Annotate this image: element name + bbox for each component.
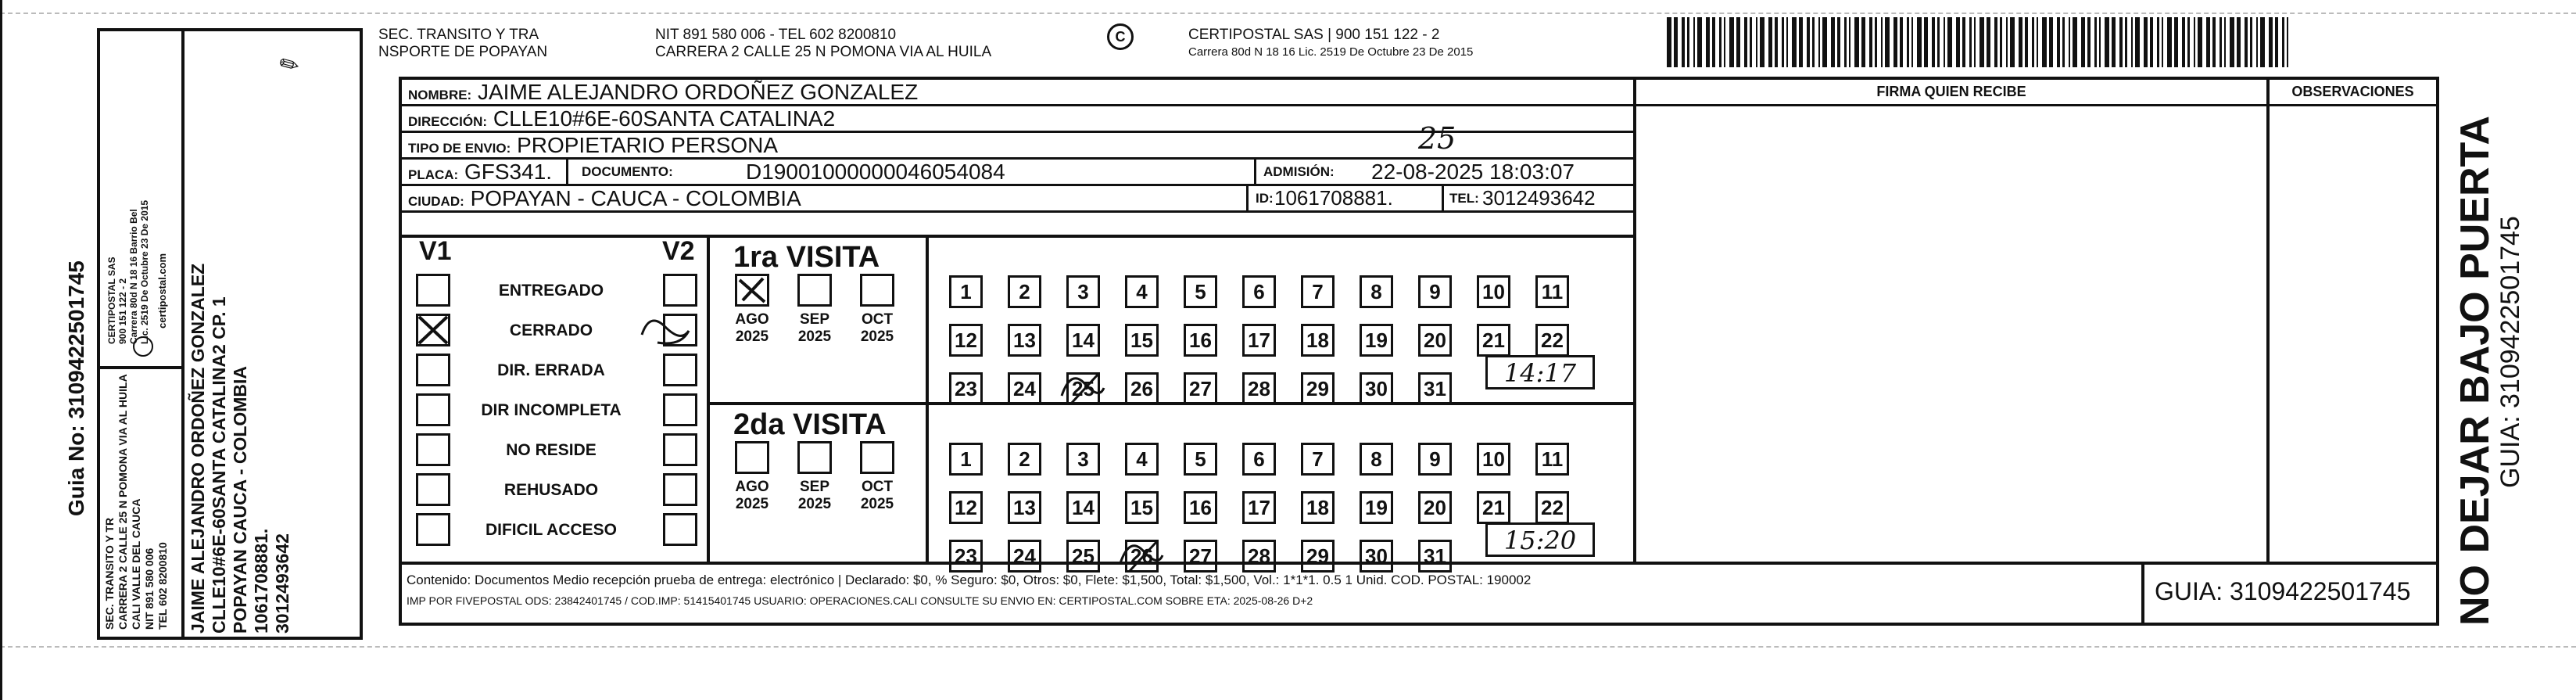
- barcode-bar: [2062, 17, 2065, 67]
- scan-edge: [0, 0, 2, 700]
- barcode-bar: [1962, 17, 1965, 67]
- barcode-bar: [2237, 17, 2241, 67]
- visit1-day[interactable]: 9: [1418, 275, 1452, 308]
- visit1-day[interactable]: 12: [949, 324, 983, 357]
- stub-recipient-line: JAIME ALEJANDRO ORDOÑEZ GONZALEZ: [188, 263, 208, 634]
- visit1-day[interactable]: 10: [1477, 275, 1510, 308]
- fold-line-bottom: [0, 646, 2576, 648]
- status-option-label: CERRADO: [509, 321, 593, 339]
- visit1-day[interactable]: 14: [1066, 324, 1100, 357]
- barcode: [1665, 17, 2295, 72]
- tel-divider: [1442, 186, 1444, 213]
- carrier-logo-icon: C: [1107, 23, 1134, 50]
- visit2-day[interactable]: 10: [1477, 443, 1510, 476]
- visit2-day[interactable]: 17: [1242, 491, 1276, 524]
- barcode-bar: [1807, 17, 1810, 67]
- visit1-title: 1ra VISITA: [733, 241, 880, 274]
- tel-label: TEL:: [1449, 191, 1479, 206]
- row-nombre: [402, 80, 1633, 106]
- visit1-year-label: 2025: [797, 328, 832, 345]
- barcode-bar: [1932, 17, 1935, 67]
- barcode-bar: [2275, 17, 2278, 67]
- footer-imp: IMP POR FIVEPOSTAL ODS: 23842401745 / COD.IMP: 51415401745 USUARIO: OPERACIONES.CALI CONSULTE SU ENVIO EN: CERTIPOSTAL.COM SOBRE ETA: 2025-08-26 D+2: [407, 594, 1313, 607]
- barcode-bar: [1674, 17, 1678, 67]
- visit2-day[interactable]: 28: [1242, 540, 1276, 573]
- documento-label: DOCUMENTO:: [582, 164, 673, 179]
- visit1-day[interactable]: 7: [1301, 275, 1335, 308]
- barcode-bar: [1994, 17, 1997, 67]
- tel-value: 3012493642: [1482, 186, 1596, 210]
- visit2-day[interactable]: 27: [1184, 540, 1217, 573]
- barcode-bar: [2125, 17, 2127, 67]
- visit2-month-checkbox[interactable]: [860, 441, 894, 474]
- barcode-bar: [1987, 17, 1990, 67]
- v2-checkbox[interactable]: [663, 473, 697, 506]
- firma-header: FIRMA QUIEN RECIBE: [1636, 80, 2266, 106]
- barcode-bar: [2220, 17, 2222, 67]
- barcode-bar: [1900, 17, 1903, 67]
- barcode-bar: [2025, 17, 2028, 67]
- visit2-day[interactable]: 12: [949, 491, 983, 524]
- visit2-day[interactable]: 22: [1535, 491, 1569, 524]
- stub-carrier-line: Lic. 2519 De Octubre 23 De 2015: [139, 199, 150, 344]
- visit2-day[interactable]: 19: [1360, 491, 1393, 524]
- admision-value: 22-08-2025 18:03:07: [1371, 160, 1575, 184]
- visit1-day[interactable]: 26: [1125, 372, 1159, 405]
- visit2-day[interactable]: 13: [1008, 491, 1041, 524]
- barcode-bar: [2037, 17, 2038, 67]
- stub-recipient-line: 3012493642: [272, 533, 292, 634]
- barcode-bar: [1844, 17, 1847, 67]
- visit1-day[interactable]: 25: [1066, 372, 1100, 405]
- stub-recipient-line: CLLE10#6E-60SANTA CATALINA2 CP. 1: [209, 296, 229, 634]
- status-option-label: ENTREGADO: [498, 282, 604, 300]
- barcode-bar: [2187, 17, 2190, 67]
- barcode-bar: [1724, 17, 1725, 67]
- visit1-month-checkbox[interactable]: [860, 274, 894, 307]
- barcode-bar: [2245, 17, 2248, 67]
- visit1-day-mark: [1055, 364, 1110, 411]
- footer-contenido: Contenido: Documentos Medio recepción prueba de entrega: electrónico | Declarado: $0, % Seguro: $0, Otros: $0, Flete: $1,500, Total: $1,500, Vol.: 1*1*1. 0.5 1 Unid. COD. POSTAL: 190002: [407, 573, 1532, 587]
- documento-value: D19001000000046054084: [746, 160, 1005, 184]
- visit1-day[interactable]: 6: [1242, 275, 1276, 308]
- header-nit: NIT 891 580 006 - TEL 602 8200810: [655, 27, 897, 43]
- barcode-bar: [2157, 17, 2159, 67]
- barcode-bar: [1956, 17, 1960, 67]
- barcode-bar: [1706, 17, 1710, 67]
- v2-label: V2: [662, 236, 695, 266]
- visit1-day[interactable]: 31: [1418, 372, 1452, 405]
- barcode-bar: [1768, 17, 1772, 67]
- visit1-day[interactable]: 2: [1008, 275, 1041, 308]
- visit1-day[interactable]: 13: [1008, 324, 1041, 357]
- barcode-bar: [1818, 17, 1820, 67]
- visit1-day[interactable]: 29: [1301, 372, 1335, 405]
- status-option-label: DIR INCOMPLETA: [481, 401, 622, 419]
- barcode-bar: [2182, 17, 2185, 67]
- barcode-bar: [1667, 17, 1671, 67]
- id-divider: [1246, 186, 1249, 213]
- barcode-bar: [2150, 17, 2153, 67]
- stub-carrier-line: CERTIPOSTAL SAS: [106, 257, 117, 344]
- nombre-value: JAIME ALEJANDRO ORDOÑEZ GONZALEZ: [478, 80, 919, 104]
- tipo-label: TIPO DE ENVIO:: [408, 141, 511, 156]
- status-option-label: REHUSADO: [503, 481, 599, 499]
- stub-guia-number: Guia No: 3109422501745: [64, 260, 88, 516]
- carrier-logo-icon: [133, 336, 153, 357]
- visit1-month-checkbox[interactable]: [735, 274, 769, 307]
- visit1-day[interactable]: 23: [949, 372, 983, 405]
- barcode-bar: [2206, 17, 2210, 67]
- visit2-day[interactable]: 30: [1360, 540, 1393, 573]
- handwritten-number: 25: [1418, 121, 1456, 156]
- visit1-day[interactable]: 3: [1066, 275, 1100, 308]
- visit2-day[interactable]: 14: [1066, 491, 1100, 524]
- visit1-day[interactable]: 8: [1360, 275, 1393, 308]
- barcode-bar: [1947, 17, 1952, 67]
- visit2-day[interactable]: 3: [1066, 443, 1100, 476]
- barcode-bar: [1736, 17, 1740, 67]
- v2-checkbox[interactable]: [663, 433, 697, 466]
- visit2-day[interactable]: 4: [1125, 443, 1159, 476]
- barcode-bar: [1849, 17, 1850, 67]
- visit2-month-checkbox[interactable]: [735, 441, 769, 474]
- row-ciudad: [402, 186, 1633, 213]
- v1-checkbox[interactable]: [416, 274, 450, 307]
- status-option-label: DIR. ERRADA: [497, 361, 605, 379]
- footer-guia-divider: [2141, 565, 2144, 623]
- visit2-year-label: 2025: [860, 496, 894, 512]
- visit1-month-label: SEP: [799, 311, 830, 328]
- visit1-day[interactable]: 18: [1301, 324, 1335, 357]
- barcode-bar: [2119, 17, 2123, 67]
- ciudad-value: POPAYAN - CAUCA - COLOMBIA: [470, 186, 801, 210]
- v1-checkbox[interactable]: [416, 354, 450, 386]
- barcode-bar: [1837, 17, 1840, 67]
- barcode-bar: [2006, 17, 2008, 67]
- barcode-bar: [2131, 17, 2133, 67]
- barcode-bar: [2174, 17, 2178, 67]
- barcode-bar: [1937, 17, 1940, 67]
- visit1-day[interactable]: 28: [1242, 372, 1276, 405]
- v1-checkbox[interactable]: [416, 314, 450, 346]
- visit2-day[interactable]: 16: [1184, 491, 1217, 524]
- admision-label: ADMISIÓN:: [1263, 164, 1335, 179]
- barcode-bar: [1893, 17, 1897, 67]
- barcode-bar: [1924, 17, 1928, 67]
- v2-checkbox[interactable]: [663, 314, 697, 346]
- barcode-bar: [1693, 17, 1695, 67]
- barcode-bar: [1760, 17, 1765, 67]
- visit1-day[interactable]: 19: [1360, 324, 1393, 357]
- barcode-bar: [1792, 17, 1797, 67]
- status-option-label: NO RESIDE: [506, 441, 597, 459]
- stub-website: certipostal.com: [156, 253, 168, 328]
- barcode-bar: [2099, 17, 2101, 67]
- visit-row-divider: [710, 402, 1633, 405]
- barcode-bar: [1799, 17, 1803, 67]
- v2-checkbox[interactable]: [663, 513, 697, 546]
- pen-mark: ✎: [274, 48, 305, 82]
- stub-recipient-line: POPAYAN CAUCA - COLOMBIA: [230, 365, 250, 634]
- barcode-bar: [1775, 17, 1778, 67]
- stub-carrier-line: 900 151 122 - 2: [117, 278, 128, 344]
- visit1-day[interactable]: 16: [1184, 324, 1217, 357]
- barcode-bar: [1831, 17, 1835, 67]
- barcode-bar: [1786, 17, 1788, 67]
- direccion-label: DIRECCIÓN:: [408, 114, 488, 129]
- stub-sender-line: NIT 891 580 006: [143, 547, 156, 630]
- visit1-day[interactable]: 24: [1008, 372, 1041, 405]
- observaciones-header: OBSERVACIONES: [2270, 80, 2436, 106]
- visit2-day[interactable]: 7: [1301, 443, 1335, 476]
- barcode-bar: [1782, 17, 1784, 67]
- barcode-bar: [2019, 17, 2022, 67]
- v1-checkbox[interactable]: [416, 393, 450, 426]
- visit2-day[interactable]: 8: [1360, 443, 1393, 476]
- barcode-bar: [1719, 17, 1722, 67]
- visit1-month-checkbox[interactable]: [797, 274, 832, 307]
- barcode-bar: [2000, 17, 2002, 67]
- header-address: CARRERA 2 CALLE 25 N POMONA VIA AL HUILA: [655, 44, 992, 60]
- visit1-day[interactable]: 11: [1535, 275, 1569, 308]
- visit2-day[interactable]: 20: [1418, 491, 1452, 524]
- visit1-time[interactable]: 14:17: [1485, 355, 1595, 389]
- row-placa: [402, 160, 1633, 186]
- visit-divider: [926, 235, 929, 563]
- barcode-bar: [2135, 17, 2140, 67]
- v1-checkbox[interactable]: [416, 513, 450, 546]
- visit2-month-checkbox[interactable]: [797, 441, 832, 474]
- barcode-bar: [2282, 17, 2284, 67]
- visit1-day[interactable]: 21: [1477, 324, 1510, 357]
- observaciones-area[interactable]: [2270, 106, 2436, 565]
- barcode-bar: [2032, 17, 2034, 67]
- visit2-day[interactable]: 29: [1301, 540, 1335, 573]
- visit2-day[interactable]: 23: [949, 540, 983, 573]
- barcode-bar: [1969, 17, 1972, 67]
- barcode-bar: [1875, 17, 1877, 67]
- stub-sender-line: CALI VALLE DEL CAUCA: [130, 498, 142, 630]
- v1-checkbox[interactable]: [416, 473, 450, 506]
- barcode-bar: [2287, 17, 2288, 67]
- barcode-bar: [1911, 17, 1913, 67]
- visit1-day[interactable]: 1: [949, 275, 983, 308]
- barcode-bar: [2087, 17, 2091, 67]
- visit2-month-label: OCT: [861, 479, 894, 495]
- stub-sender-line: CARRERA 2 CALLE 25 N POMONA VIA AL HUILA: [116, 374, 129, 630]
- visit2-day[interactable]: 26: [1125, 540, 1159, 573]
- stub-frame: [97, 28, 363, 640]
- visit1-day[interactable]: 4: [1125, 275, 1159, 308]
- tipo-value: PROPIETARIO PERSONA: [517, 133, 779, 157]
- v2-checkbox[interactable]: [663, 274, 697, 307]
- id-label: ID:: [1256, 191, 1274, 206]
- visit2-month-label: AGO: [735, 479, 769, 495]
- visit2-day[interactable]: 1: [949, 443, 983, 476]
- admision-divider: [1254, 160, 1256, 186]
- main-form: [399, 77, 2439, 626]
- visit2-day[interactable]: 31: [1418, 540, 1452, 573]
- visit2-day[interactable]: 9: [1418, 443, 1452, 476]
- barcode-bar: [2162, 17, 2163, 67]
- barcode-bar: [2224, 17, 2226, 67]
- visit1-year-label: 2025: [860, 328, 894, 345]
- barcode-bar: [2269, 17, 2273, 67]
- barcode-bar: [2198, 17, 2202, 67]
- header-sender: [378, 27, 547, 61]
- barcode-bar: [1907, 17, 1909, 67]
- barcode-bar: [2073, 17, 2077, 67]
- visit1-day[interactable]: 15: [1125, 324, 1159, 357]
- barcode-bar: [1885, 17, 1890, 67]
- side-guia: GUIA: 3109422501745: [2495, 216, 2525, 488]
- stub-divider: [181, 31, 185, 637]
- barcode-bar: [2167, 17, 2172, 67]
- visit2-year-label: 2025: [797, 496, 832, 512]
- visit1-day[interactable]: 20: [1418, 324, 1452, 357]
- barcode-bar: [2049, 17, 2053, 67]
- notice-no-dejar: NO DEJAR BAJO PUERTA: [2452, 115, 2498, 626]
- visit2-day[interactable]: 6: [1242, 443, 1276, 476]
- v1-label: V1: [419, 236, 452, 266]
- barcode-bar: [2112, 17, 2116, 67]
- v2-checkbox[interactable]: [663, 393, 697, 426]
- barcode-bar: [2042, 17, 2047, 67]
- barcode-bar: [1854, 17, 1859, 67]
- barcode-bar: [2081, 17, 2085, 67]
- barcode-bar: [1744, 17, 1747, 67]
- placa-value: GFS341.: [464, 160, 553, 184]
- stub-sender-line: SEC. TRANSITO Y TR: [103, 517, 116, 630]
- header-company-address: Carrera 80d N 18 16 Lic. 2519 De Octubre 23 De 2015: [1188, 45, 1474, 59]
- visit1-day[interactable]: 22: [1535, 324, 1569, 357]
- status-divider: [707, 235, 710, 563]
- status-option-label: DIFICIL ACCESO: [485, 521, 617, 539]
- visit2-day[interactable]: 11: [1535, 443, 1569, 476]
- barcode-bar: [1729, 17, 1734, 67]
- status-top-line: [402, 235, 1633, 238]
- barcode-bar: [2069, 17, 2070, 67]
- barcode-bar: [2105, 17, 2109, 67]
- stub-divider-h: [100, 366, 181, 369]
- placa-divider: [566, 160, 568, 186]
- visit1-month-label: OCT: [861, 311, 894, 328]
- v1-checkbox[interactable]: [416, 433, 450, 466]
- visit2-month-label: SEP: [799, 479, 830, 495]
- fold-line-top: [0, 13, 2576, 14]
- visit2-title: 2da VISITA: [733, 408, 887, 441]
- barcode-bar: [2010, 17, 2015, 67]
- visit2-day[interactable]: 24: [1008, 540, 1041, 573]
- visit2-day[interactable]: 21: [1477, 491, 1510, 524]
- barcode-bar: [1944, 17, 1945, 67]
- visit2-day[interactable]: 18: [1301, 491, 1335, 524]
- barcode-bar: [1822, 17, 1827, 67]
- barcode-bar: [2230, 17, 2234, 67]
- visit1-day[interactable]: 27: [1184, 372, 1217, 405]
- barcode-bar: [1974, 17, 1976, 67]
- barcode-bar: [1756, 17, 1757, 67]
- barcode-bar: [1869, 17, 1872, 67]
- direccion-value: CLLE10#6E-60SANTA CATALINA2: [493, 106, 836, 131]
- barcode-bar: [1712, 17, 1715, 67]
- visit1-day[interactable]: 30: [1360, 372, 1393, 405]
- footer-guia: GUIA: 3109422501745: [2155, 577, 2411, 605]
- header-sender-line1: SEC. TRANSITO Y TRA: [378, 27, 539, 43]
- signature-area[interactable]: [1636, 106, 2266, 565]
- barcode-bar: [2256, 17, 2258, 67]
- visit1-month-label: AGO: [735, 311, 769, 328]
- barcode-bar: [1682, 17, 1685, 67]
- barcode-bar: [2144, 17, 2148, 67]
- barcode-bar: [1881, 17, 1883, 67]
- visit2-day[interactable]: 5: [1184, 443, 1217, 476]
- barcode-bar: [2250, 17, 2252, 67]
- visit1-day[interactable]: 5: [1184, 275, 1217, 308]
- barcode-bar: [1750, 17, 1752, 67]
- barcode-bar: [1917, 17, 1922, 67]
- visit2-day-mark: [1114, 532, 1169, 579]
- id-value: 1061708881.: [1274, 186, 1393, 210]
- barcode-bar: [1979, 17, 1984, 67]
- v2-checkbox[interactable]: [663, 354, 697, 386]
- placa-label: PLACA:: [408, 167, 459, 182]
- barcode-bar: [2057, 17, 2060, 67]
- stub-sender-line: TEL 602 8200810: [156, 542, 169, 630]
- visit2-day[interactable]: 15: [1125, 491, 1159, 524]
- visit2-year-label: 2025: [735, 496, 769, 512]
- visit1-year-label: 2025: [735, 328, 769, 345]
- barcode-bar: [1812, 17, 1815, 67]
- barcode-bar: [2260, 17, 2265, 67]
- visit1-day[interactable]: 17: [1242, 324, 1276, 357]
- barcode-bar: [1697, 17, 1702, 67]
- barcode-bar: [2094, 17, 2097, 67]
- barcode-bar: [2212, 17, 2216, 67]
- stub-carrier-line: Carrera 80d N 18 16 Barrio Bel: [128, 209, 139, 344]
- header-sender-line2: NSPORTE DE POPAYAN: [378, 44, 548, 60]
- ciudad-label: CIUDAD:: [408, 194, 464, 209]
- visit2-day[interactable]: 2: [1008, 443, 1041, 476]
- barcode-bar: [2194, 17, 2195, 67]
- barcode-bar: [1861, 17, 1865, 67]
- nombre-label: NOMBRE:: [408, 88, 472, 102]
- barcode-bar: [1687, 17, 1689, 67]
- header-company: CERTIPOSTAL SAS | 900 151 122 - 2: [1188, 27, 1440, 43]
- stub-recipient-line: 1061708881.: [251, 528, 271, 634]
- visit2-day[interactable]: 25: [1066, 540, 1100, 573]
- visit2-time[interactable]: 15:20: [1485, 522, 1595, 557]
